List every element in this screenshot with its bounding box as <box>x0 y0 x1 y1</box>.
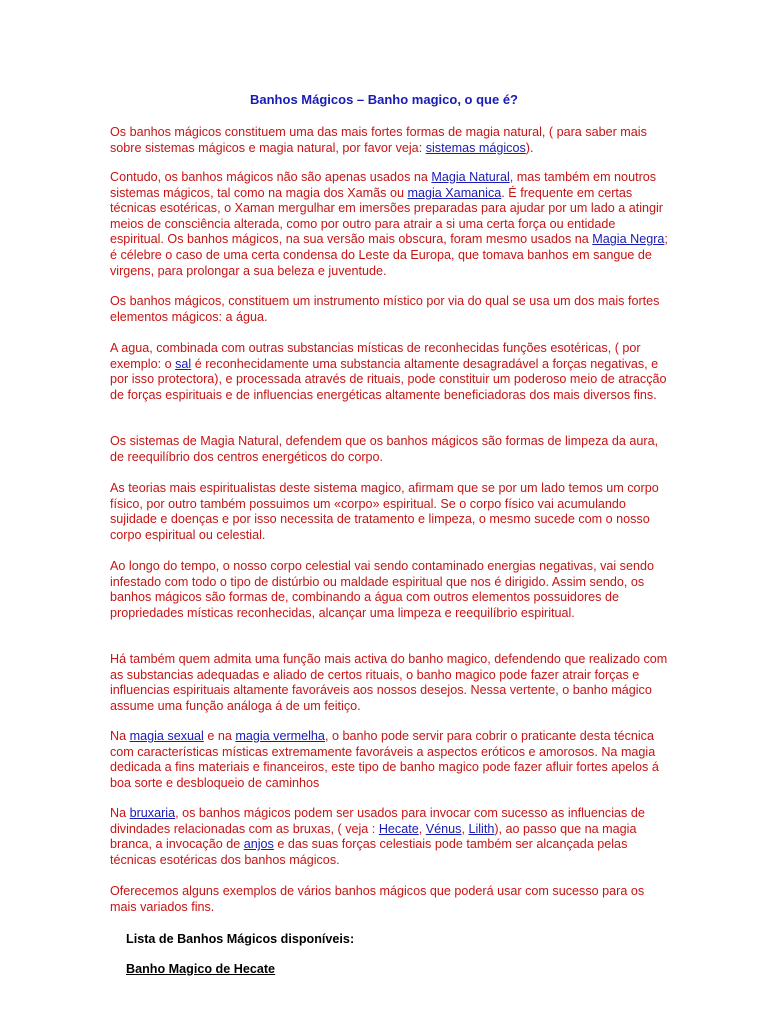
paragraph-text: Contudo, os banhos mágicos não são apenas usados na <box>110 170 432 184</box>
list-heading: Lista de Banhos Mágicos disponíveis: <box>126 932 355 946</box>
paragraph <box>110 294 670 325</box>
paragraph-text: é reconhecidamente uma substancia altamente desagradável a forças negativas, e por isso protectora), e processada através de rituais, pode constituir um poderoso meio de atracção de forças espirituais e de influencias energéticas altamente beneficiadoras dos mais diversos fins. <box>110 356 667 402</box>
paragraph-text: , <box>418 821 426 836</box>
inline-link[interactable]: magia Xamanica <box>407 185 502 200</box>
paragraph <box>110 341 670 403</box>
paragraph-text: Os banhos mágicos, constituem um instrumento místico por via do qual se usa um dos mais fortes elementos mágicos: a água. <box>110 294 660 324</box>
inline-link[interactable]: Magia Natural <box>431 170 510 184</box>
paragraph <box>110 559 670 621</box>
paragraph <box>110 170 670 279</box>
paragraph-text: e na <box>203 729 236 743</box>
paragraph <box>110 806 670 868</box>
inline-link[interactable]: Lilith <box>468 821 495 836</box>
paragraph <box>110 729 670 791</box>
paragraph-text: As teorias mais espiritualistas deste sistema magico, afirmam que se por um lado temos um corpo físico, por outro também possuimos um «corpo» espiritual. Se o corpo físico vai acumulando sujidade e doenças e por isso necessita de tratamento e limpeza, o mesmo sucede com o nosso corpo espiritual ou celestial. <box>110 481 659 542</box>
inline-link[interactable]: sistemas mágicos <box>425 140 526 155</box>
sub-heading: Banho Magico de Hecate <box>126 962 276 976</box>
paragraph <box>110 884 670 915</box>
paragraph-text: Oferecemos alguns exemplos de vários banhos mágicos que poderá usar com sucesso para os mais variados fins. <box>110 884 645 914</box>
inline-link[interactable]: magia vermelha <box>235 729 325 743</box>
paragraph-text: ; é célebre o caso de uma certa condensa do Leste da Europa, que tomava banhos em sangue de virgens, para prolongar a sua beleza e juventude. <box>110 232 668 278</box>
paragraph-text: , os banhos mágicos podem ser usados para invocar com sucesso as influencias de divindades relacionadas com as bruxas, ( veja : <box>110 806 645 836</box>
inline-link[interactable]: Hecate <box>378 821 419 836</box>
inline-link[interactable]: Magia Negra <box>592 232 665 247</box>
paragraph-text: e das suas forças celestiais pode também ser alcançada pelas técnicas esotéricas dos banhos mágicos. <box>110 837 628 867</box>
paragraph-text: Os banhos mágicos constituem uma das mais fortes formas de magia natural, ( para saber mais sobre sistemas mágicos e magia natural, por favor veja: <box>110 125 647 155</box>
inline-link[interactable]: Vénus <box>425 821 462 836</box>
paragraph-text: Ao longo do tempo, o nosso corpo celestial vai sendo contaminado energias negativas, vai sendo infestado com todo o tipo de distúrbio ou maldade espiritual que nos é dirigido. Assim sendo, os banhos mágicos são formas de, combinando a água com outros elementos possuidores de propriedades místicas reconhecidas, alcançar uma limpeza e reequilíbrio espiritual. <box>110 559 654 620</box>
paragraph-text: Os sistemas de Magia Natural, defendem que os banhos mágicos são formas de limpeza da aura, de reequilíbrio dos centros energéticos do corpo. <box>110 434 659 464</box>
paragraph <box>110 125 670 156</box>
paragraph-text: Na <box>110 806 130 820</box>
paragraph-text: ), ao passo que na magia branca, a invocação de <box>110 821 637 852</box>
paragraph <box>110 652 670 714</box>
paragraph-text: Há também quem admita uma função mais activa do banho magico, defendendo que realizado com as substancias adequadas e aliado de certos rituais, o banho magico pode fazer atrair forças e influencias espirituais altamente favoráveis aos nossos desejos. Nessa vertente, o banho mágico assume uma função análoga á de um feitiço. <box>110 652 668 713</box>
page-title: Banhos Mágicos – Banho magico, o que é? <box>250 92 518 107</box>
inline-link[interactable]: magia sexual <box>129 729 204 743</box>
paragraph-text: , mas também em noutros sistemas mágicos, tal como na magia dos Xamãs ou <box>110 170 657 200</box>
paragraph-text: Na <box>110 729 130 743</box>
paragraph <box>110 481 670 543</box>
paragraph-text: A agua, combinada com outras substancias místicas de reconhecidas funções esotéricas, ( por exemplo: o <box>110 341 641 371</box>
inline-link[interactable]: sal <box>175 356 192 371</box>
paragraph-text: , <box>461 821 469 836</box>
inline-link[interactable]: anjos <box>243 837 274 852</box>
paragraph-text: . É frequente em certas técnicas esotéricas, o Xaman mergulhar em imersões preparadas para ajudar por um lado a atingir meios de consciência alterada, como por outro para atrair a si uma certa força ou entidade espiritual. Os banhos mágicos, na sua versão mais obscura, foram mesmo usados na <box>110 185 664 247</box>
paragraph-text: ). <box>525 140 534 155</box>
paragraph-text: , o banho pode servir para cobrir o praticante desta técnica com características místicas extremamente favoráveis a aspectos eróticos e amorosos. Na magia dedicada a fins materiais e financeiros, este tipo de banho magico pode fazer afluir fortes apelos á boa sorte e desbloqueio de caminhos <box>110 729 659 790</box>
inline-link[interactable]: bruxaria <box>129 806 176 820</box>
paragraph <box>110 434 670 465</box>
